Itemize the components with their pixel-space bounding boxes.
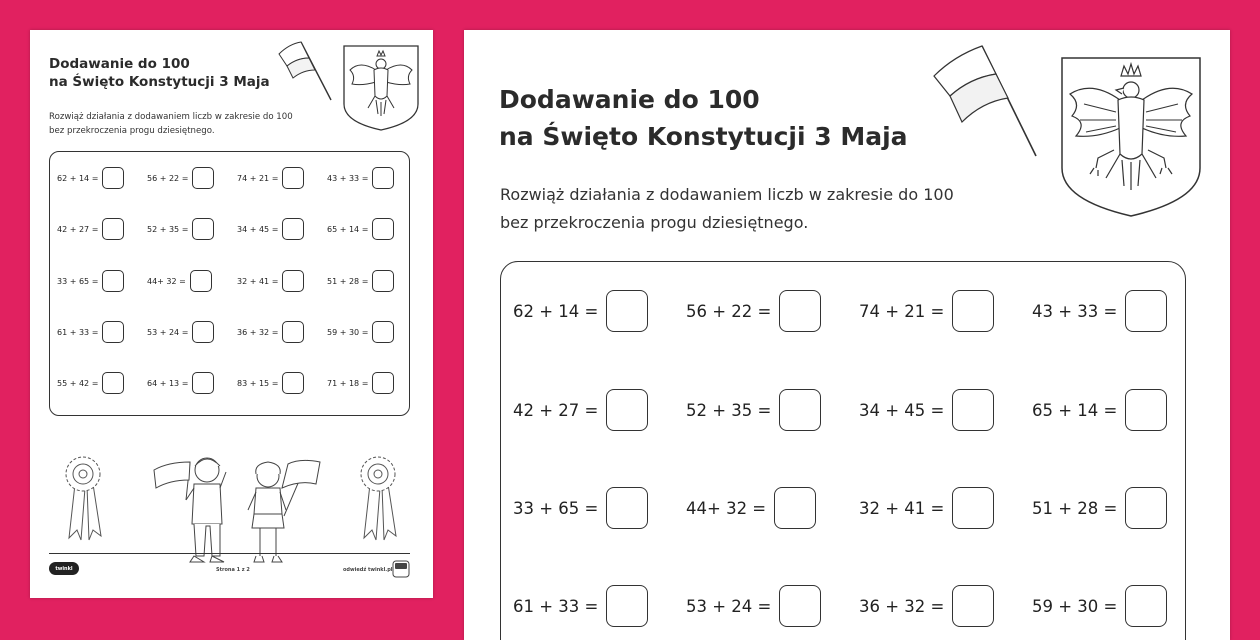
- problem-item: 64 + 13 =: [147, 372, 214, 394]
- answer-box[interactable]: [102, 321, 124, 343]
- problem-item: 74 + 21 =: [237, 167, 304, 189]
- answer-box[interactable]: [1125, 487, 1167, 529]
- problem-item: 55 + 42 =: [57, 372, 124, 394]
- instruction-line-2: bez przekroczenia progu dziesiętnego.: [49, 126, 215, 136]
- problem-item: 56 + 22 =: [686, 290, 821, 332]
- rosette-left-icon: [63, 454, 103, 544]
- answer-box[interactable]: [774, 487, 816, 529]
- problem-item: 74 + 21 =: [859, 290, 994, 332]
- problem-item: 61 + 33 =: [513, 585, 648, 627]
- answer-box[interactable]: [192, 218, 214, 240]
- polish-flag-icon: [924, 40, 1044, 158]
- problem-item: 59 + 30 =: [327, 321, 394, 343]
- answer-box[interactable]: [372, 218, 394, 240]
- instruction-line-1: Rozwiąż działania z dodawaniem liczb w zakresie do 100: [49, 112, 293, 122]
- problem-item: 65 + 14 =: [1032, 389, 1167, 431]
- answer-box[interactable]: [779, 585, 821, 627]
- problem-item: 32 + 41 =: [859, 487, 994, 529]
- problem-item: 83 + 15 =: [237, 372, 304, 394]
- answer-box[interactable]: [282, 218, 304, 240]
- problem-item: 56 + 22 =: [147, 167, 214, 189]
- problem-item: 34 + 45 =: [859, 389, 994, 431]
- answer-box[interactable]: [282, 167, 304, 189]
- title-line-1: Dodawanie do 100: [499, 85, 760, 114]
- answer-box[interactable]: [1125, 389, 1167, 431]
- answer-box[interactable]: [952, 487, 994, 529]
- problem-item: 44+ 32 =: [686, 487, 816, 529]
- twinkl-logo: twinkl: [49, 562, 79, 575]
- problem-item: 52 + 35 =: [147, 218, 214, 240]
- footer-divider: [49, 553, 410, 554]
- answer-box[interactable]: [952, 585, 994, 627]
- worksheet-title: [49, 55, 270, 91]
- problem-item: 33 + 65 =: [57, 270, 124, 292]
- problem-item: 36 + 32 =: [237, 321, 304, 343]
- problem-item: 43 + 33 =: [1032, 290, 1167, 332]
- answer-box[interactable]: [102, 167, 124, 189]
- answer-box[interactable]: [102, 372, 124, 394]
- answer-box[interactable]: [372, 321, 394, 343]
- problem-item: 36 + 32 =: [859, 585, 994, 627]
- polish-flag-icon: [273, 36, 335, 102]
- site-link[interactable]: odwiedź twinkl.pl: [343, 567, 393, 573]
- instruction-line-1: Rozwiąż działania z dodawaniem liczb w zakresie do 100: [500, 185, 954, 204]
- answer-box[interactable]: [779, 389, 821, 431]
- answer-box[interactable]: [952, 389, 994, 431]
- problem-item: 61 + 33 =: [57, 321, 124, 343]
- problem-item: 43 + 33 =: [327, 167, 394, 189]
- problem-item: 52 + 35 =: [686, 389, 821, 431]
- answer-box[interactable]: [372, 167, 394, 189]
- answer-box[interactable]: [282, 321, 304, 343]
- polish-eagle-emblem-icon: [340, 42, 422, 132]
- answer-box[interactable]: [192, 372, 214, 394]
- worksheet-preview-small: [30, 30, 433, 598]
- answer-box[interactable]: [1125, 290, 1167, 332]
- rosette-right-icon: [358, 454, 398, 544]
- title-line-2: na Święto Konstytucji 3 Maja: [49, 74, 270, 90]
- title-line-2: na Święto Konstytucji 3 Maja: [499, 122, 908, 151]
- answer-box[interactable]: [372, 372, 394, 394]
- answer-box[interactable]: [192, 167, 214, 189]
- answer-box[interactable]: [1125, 585, 1167, 627]
- answer-box[interactable]: [282, 270, 304, 292]
- answer-box[interactable]: [952, 290, 994, 332]
- instruction-line-2: bez przekroczenia progu dziesiętnego.: [500, 213, 809, 232]
- answer-box[interactable]: [102, 218, 124, 240]
- problem-item: 62 + 14 =: [513, 290, 648, 332]
- worksheet-instruction: [500, 181, 954, 237]
- problem-item: 65 + 14 =: [327, 218, 394, 240]
- problem-item: 33 + 65 =: [513, 487, 648, 529]
- answer-box[interactable]: [192, 321, 214, 343]
- answer-box[interactable]: [282, 372, 304, 394]
- problem-item: 53 + 24 =: [686, 585, 821, 627]
- worksheet-preview-large: [464, 30, 1230, 640]
- answer-box[interactable]: [606, 290, 648, 332]
- problem-item: 51 + 28 =: [327, 270, 394, 292]
- answer-box[interactable]: [606, 487, 648, 529]
- quality-badge-icon: [392, 560, 410, 578]
- problem-item: 34 + 45 =: [237, 218, 304, 240]
- title-line-1: Dodawanie do 100: [49, 56, 190, 72]
- answer-box[interactable]: [606, 585, 648, 627]
- polish-eagle-emblem-icon: [1058, 54, 1204, 220]
- worksheet-title: [499, 81, 908, 155]
- page-number: Strona 1 z 2: [216, 567, 250, 573]
- problem-item: 44+ 32 =: [147, 270, 212, 292]
- children-with-flags-illustration: [150, 426, 325, 568]
- problem-item: 62 + 14 =: [57, 167, 124, 189]
- answer-box[interactable]: [606, 389, 648, 431]
- problem-item: 32 + 41 =: [237, 270, 304, 292]
- answer-box[interactable]: [779, 290, 821, 332]
- problem-item: 42 + 27 =: [57, 218, 124, 240]
- problem-item: 71 + 18 =: [327, 372, 394, 394]
- worksheet-instruction: [49, 110, 293, 138]
- problem-item: 51 + 28 =: [1032, 487, 1167, 529]
- answer-box[interactable]: [102, 270, 124, 292]
- answer-box[interactable]: [190, 270, 212, 292]
- problem-item: 53 + 24 =: [147, 321, 214, 343]
- answer-box[interactable]: [372, 270, 394, 292]
- problem-item: 42 + 27 =: [513, 389, 648, 431]
- problem-item: 59 + 30 =: [1032, 585, 1167, 627]
